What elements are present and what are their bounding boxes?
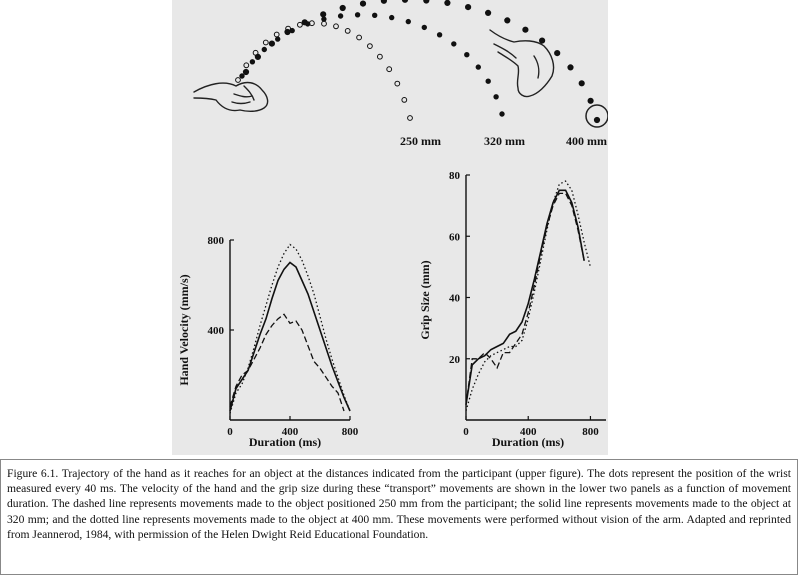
trajectory-illustration <box>194 0 608 148</box>
grip-x-tick-label: 0 <box>463 426 469 438</box>
vel-y-tick-label: 400 <box>207 325 224 337</box>
vel-x-tick-label: 400 <box>281 426 299 438</box>
wrist-dot <box>465 53 469 57</box>
start-hand-icon <box>194 83 268 112</box>
grip-size-chart <box>418 170 606 449</box>
wrist-dot <box>402 0 407 2</box>
wrist-dot <box>523 27 528 32</box>
wrist-dot <box>368 44 373 49</box>
wrist-dot <box>494 95 498 99</box>
wrist-dot <box>424 0 429 3</box>
wrist-dot <box>243 69 248 74</box>
wrist-dot <box>437 33 441 37</box>
wrist-dot <box>269 41 274 46</box>
distance-label-250: 250 mm <box>400 134 441 148</box>
hand-velocity-chart <box>177 235 359 449</box>
wrist-dot <box>345 29 350 34</box>
wrist-dot <box>486 79 490 83</box>
grip-x-axis-title: Duration (ms) <box>491 435 565 449</box>
vel-line-solid <box>230 263 350 412</box>
wrist-dot <box>334 24 339 29</box>
grip-y-tick-label: 80 <box>449 170 460 182</box>
grip-series <box>466 181 590 411</box>
grip-x-tick-label: 400 <box>519 426 537 438</box>
vel-x-axis-title: Duration (ms) <box>248 435 322 449</box>
wrist-dot <box>285 29 290 34</box>
wrist-dot <box>236 78 241 83</box>
vel-series <box>230 245 350 414</box>
vel-y-tick-label: 800 <box>207 235 224 247</box>
wrist-dot <box>408 116 413 121</box>
wrist-dot <box>290 28 294 32</box>
wrist-dot <box>360 1 365 6</box>
wrist-dot <box>505 18 510 23</box>
wrist-dot <box>500 112 504 116</box>
wrist-dot <box>373 13 377 17</box>
wrist-dot <box>378 54 383 59</box>
wrist-dot <box>338 14 342 18</box>
wrist-dot <box>357 35 362 40</box>
wrist-dot <box>322 21 327 26</box>
wrist-dot <box>390 15 394 19</box>
figure-caption: Figure 6.1. Trajectory of the hand as it reaches for an object at the distances indicated from the participant (upper figure). The dots represent the position of the wrist measured every 40 ms. The velocity of the hand and the grip size during these “transport” movements are shown in the lower two panels as a function of movement duration. The dashed line represents movements made to the object positioned 250 mm from the participant; the solid line represents movements made to the object at 320 mm; and the dotted line represents movements made to the object at 400 mm. These movements were performed without vision of the arm. Adapted and reprinted from Jeannerod, 1984, with permission of the Helen Dwight Reid Educational Foundation. <box>7 467 791 541</box>
wrist-dot <box>381 0 386 3</box>
vel-line-dotted <box>230 245 350 414</box>
wrist-position-dots <box>236 0 600 123</box>
wrist-dot <box>476 65 480 69</box>
wrist-dot <box>263 40 268 45</box>
vel-line-dashed <box>230 314 344 411</box>
figure-panel <box>172 0 608 455</box>
vel-x-tick-label: 800 <box>341 426 359 438</box>
wrist-dot <box>322 17 326 21</box>
grip-line-dashed <box>466 193 584 404</box>
wrist-dot <box>594 117 599 122</box>
grip-line-dotted <box>466 181 590 411</box>
distance-label-320: 320 mm <box>484 134 525 148</box>
vel-x-tick-label: 0 <box>227 426 233 438</box>
wrist-dot <box>579 81 584 86</box>
wrist-dot <box>406 19 410 23</box>
wrist-dot <box>568 65 573 70</box>
wrist-dot <box>445 0 450 5</box>
target-object-icon <box>586 105 608 127</box>
wrist-dot <box>276 37 280 41</box>
wrist-dot <box>540 38 545 43</box>
caption-box <box>0 459 798 575</box>
wrist-dot <box>240 74 244 78</box>
wrist-dot <box>321 12 326 17</box>
wrist-dot <box>298 22 303 27</box>
wrist-dot <box>387 67 392 72</box>
wrist-dot <box>255 54 260 59</box>
wrist-dot <box>466 5 471 10</box>
wrist-dot <box>395 81 400 86</box>
wrist-dot <box>422 25 426 29</box>
wrist-dot <box>555 51 560 56</box>
wrist-dot <box>355 13 359 17</box>
grip-y-tick-label: 20 <box>449 353 460 366</box>
wrist-dot <box>262 47 266 51</box>
wrist-dot <box>340 5 345 10</box>
wrist-dot <box>452 42 456 46</box>
grip-y-axis-title: Grip Size (mm) <box>418 260 432 340</box>
wrist-dot <box>244 63 249 68</box>
distance-label-400: 400 mm <box>566 134 607 148</box>
figure-svg <box>172 0 608 455</box>
grip-y-tick-label: 40 <box>449 292 460 305</box>
grip-x-tick-label: 800 <box>582 426 599 438</box>
wrist-dot <box>588 98 593 103</box>
grip-line-solid <box>466 190 584 404</box>
grip-y-tick-label: 60 <box>449 231 460 244</box>
vel-y-axis-title: Hand Velocity (mm/s) <box>177 274 191 386</box>
wrist-dot <box>250 60 254 64</box>
wrist-dot <box>274 32 279 37</box>
wrist-dot <box>486 10 491 15</box>
wrist-dot <box>402 98 407 103</box>
wrist-dot <box>302 20 307 25</box>
